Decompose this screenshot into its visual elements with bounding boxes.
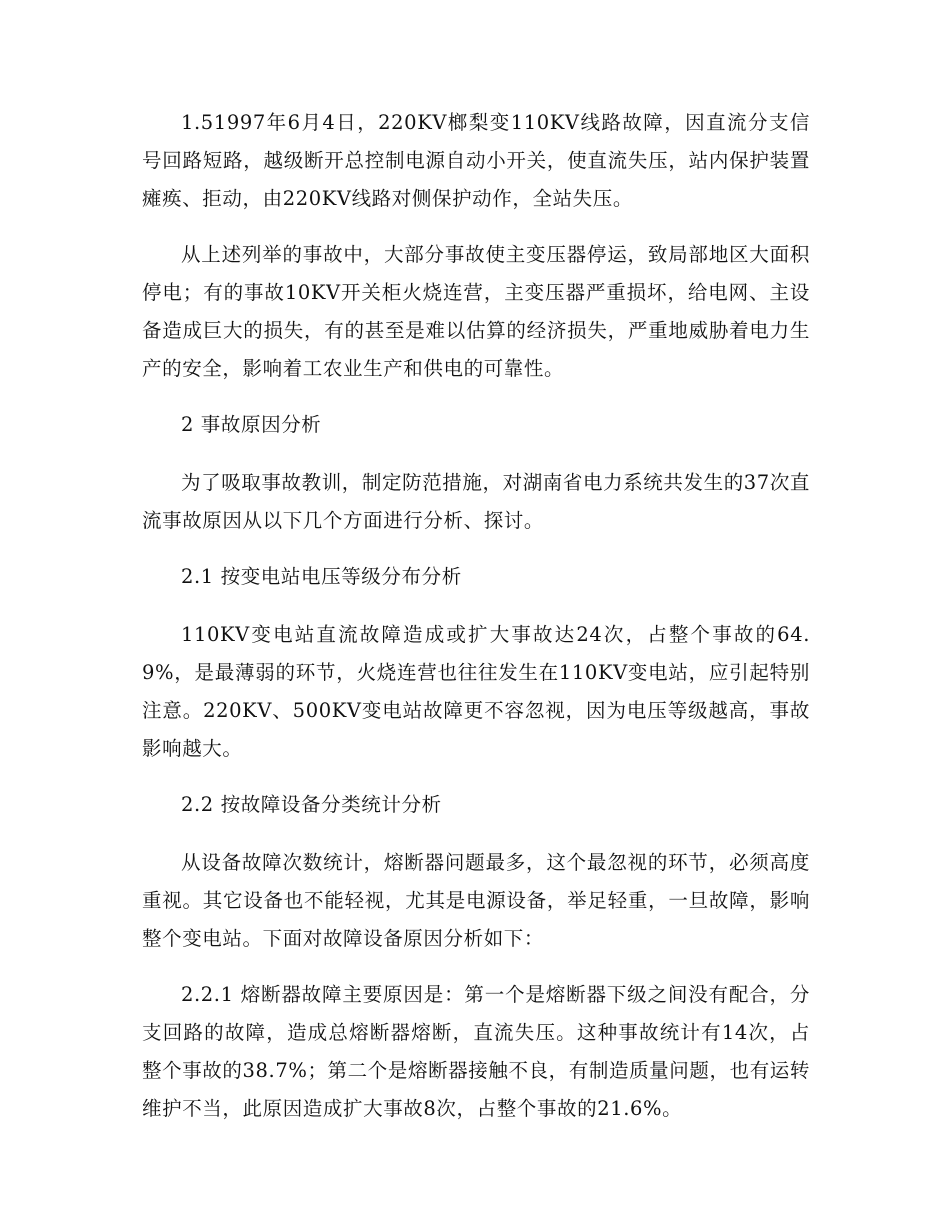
paragraph-6: 2.2.1 熔断器故障主要原因是：第一个是熔断器下级之间没有配合，分支回路的故障，造成总熔断器熔断，直流失压。这种事故统计有14次，占整个事故的38.7%；第二个是熔断器接触不良，有制造质量问题，也有运转维护不当，此原因造成扩大事故8次，占整个事故的21.6%。 xyxy=(142,983,810,1120)
document-page xyxy=(142,104,810,1146)
paragraph-2: 从上述列举的事故中，大部分事故使主变压器停运，致局部地区大面积停电；有的事故10KV开关柜火烧连营，主变压器严重损坏，给电网、主设备造成巨大的损失，有的甚至是难以估算的经济损失，严重地威胁着电力生产的安全，影响着工农业生产和供电的可靠性。 xyxy=(142,243,810,380)
paragraph-1: 1.51997年6月4日，220KV榔梨变110KV线路故障，因直流分支信号回路短路，越级断开总控制电源自动小开关，使直流失压，站内保护装置瘫痪、拒动，由220KV线路对侧保护动作，全站失压。 xyxy=(142,111,810,210)
section-heading-2-1: 2.1 按变电站电压等级分布分析 xyxy=(181,565,462,588)
paragraph-5: 从设备故障次数统计，熔断器问题最多，这个最忽视的环节，必须高度重视。其它设备也不能轻视，尤其是电源设备，举足轻重，一旦故障，影响整个变电站。下面对故障设备原因分析如下： xyxy=(142,851,810,950)
paragraph-3: 为了吸取事故教训，制定防范措施，对湖南省电力系统共发生的37次直流事故原因从以下几个方面进行分析、探讨。 xyxy=(142,471,811,532)
paragraph-4: 110KV变电站直流故障造成或扩大事故达24次，占整个事故的64.9%，是最薄弱的环节，火烧连营也往往发生在110KV变电站，应引起特别注意。220KV、500KV变电站故障更不容忽视，因为电压等级越高，事故影响越大。 xyxy=(142,623,810,760)
section-heading-2: 2 事故原因分析 xyxy=(181,413,322,436)
section-heading-2-2: 2.2 按故障设备分类统计分析 xyxy=(181,793,442,816)
